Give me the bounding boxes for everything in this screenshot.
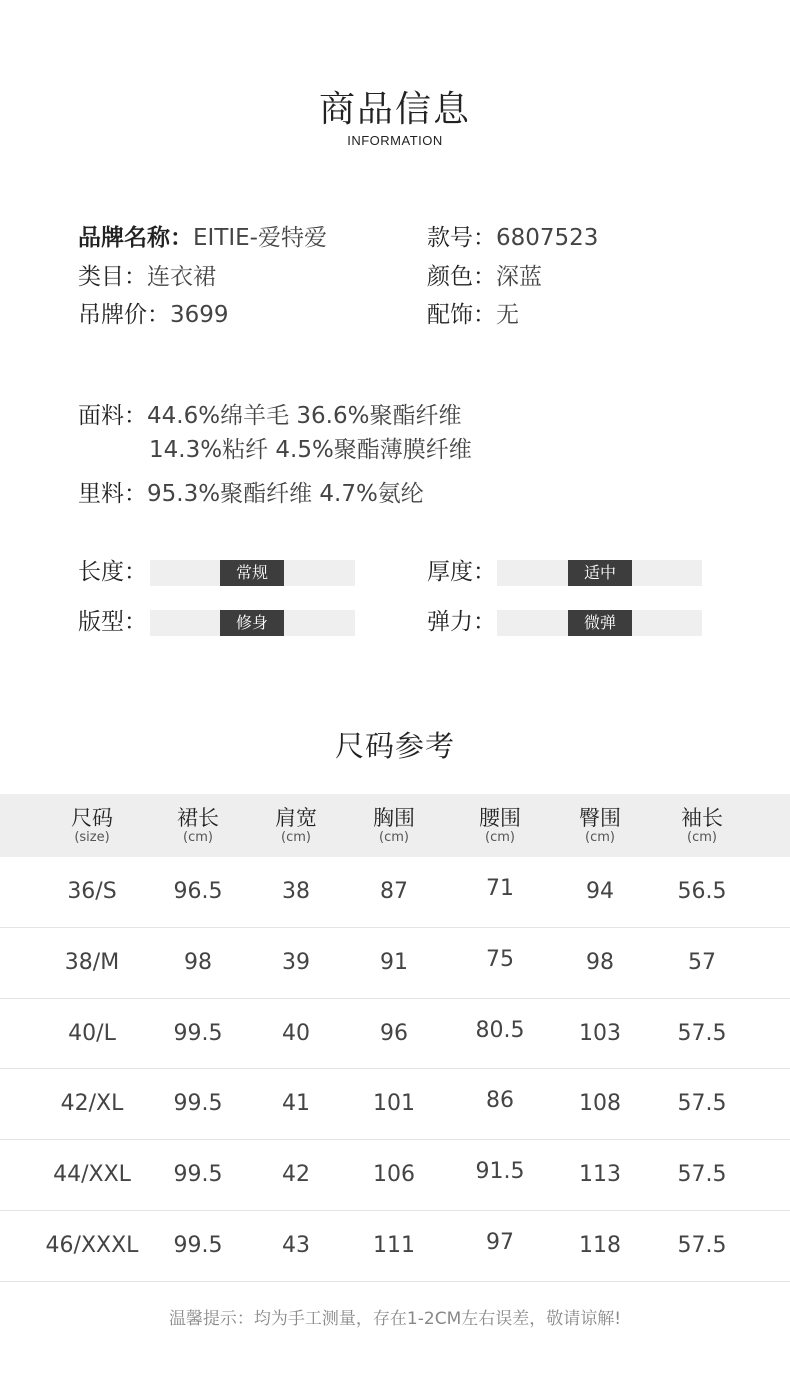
- table-cell: 99.5: [173, 1020, 223, 1046]
- brand-label: 品牌名称：: [78, 225, 193, 251]
- col-hip: [550, 794, 650, 857]
- size-chart-title: 尺码参考: [334, 729, 455, 763]
- length-tag: 常规: [220, 560, 284, 586]
- table-cell: 96: [380, 1020, 408, 1046]
- category-row: [78, 262, 216, 292]
- table-cell: 57: [688, 949, 716, 975]
- accessory-row: [427, 300, 519, 330]
- table-cell: 57.5: [677, 1020, 727, 1046]
- table-cell: 40: [282, 1020, 310, 1046]
- table-cell: 113: [579, 1162, 621, 1188]
- col-waist: [450, 794, 550, 857]
- accessory-value: 无: [496, 302, 519, 328]
- table-cell: 108: [579, 1091, 621, 1117]
- table-cell: 87: [380, 879, 408, 904]
- table-cell: 38: [282, 879, 310, 904]
- col-shoulder-name: 肩宽: [275, 806, 317, 830]
- size-table-header: [0, 794, 790, 857]
- table-cell: 111: [373, 1233, 415, 1258]
- table-cell: 71: [486, 876, 514, 901]
- color-value: 深蓝: [496, 264, 542, 290]
- fit-tag: 修身: [220, 610, 284, 636]
- page-subtitle: INFORMATION: [347, 133, 443, 148]
- page-title: 商品信息: [318, 89, 471, 130]
- table-cell: 86: [486, 1088, 514, 1114]
- color-row: [427, 262, 542, 292]
- style-no-value: 6807523: [496, 225, 599, 251]
- table-row: [0, 1211, 790, 1282]
- accessory-label: 配饰：: [427, 302, 496, 328]
- col-bust-name: 胸围: [373, 806, 415, 830]
- col-sleeve-name: 袖长: [681, 806, 723, 830]
- table-cell: 57.5: [677, 1091, 727, 1117]
- table-cell: 96.5: [173, 879, 223, 904]
- lining-value: 95.3%聚酯纤维 4.7%氨纶: [147, 481, 424, 507]
- col-size-unit: (size): [74, 830, 110, 845]
- table-cell: 75: [486, 946, 514, 972]
- col-bust: [344, 794, 444, 857]
- style-no-row: [427, 223, 598, 253]
- category-label: 类目：: [78, 264, 147, 290]
- table-cell: 99.5: [173, 1233, 223, 1258]
- brand-value: EITIE-爱特爱: [193, 225, 327, 251]
- length-label: 长度：: [78, 559, 147, 585]
- outer-fabric-row: [78, 401, 461, 431]
- col-size-name: 尺码: [71, 806, 113, 830]
- table-row: [0, 999, 790, 1070]
- table-cell: 44/XXL: [53, 1162, 131, 1188]
- table-cell: 39: [282, 949, 310, 975]
- table-row: [0, 1140, 790, 1211]
- col-waist-unit: (cm): [485, 830, 515, 845]
- table-cell: 97: [486, 1230, 514, 1255]
- table-cell: 91: [380, 949, 408, 975]
- table-row: [0, 857, 790, 928]
- col-sleeve-unit: (cm): [687, 830, 717, 845]
- lining-row: [78, 479, 424, 509]
- thickness-label: 厚度：: [427, 559, 496, 585]
- measurement-note: 温馨提示：均为手工测量，存在1-2CM左右误差，敬请谅解!: [168, 1309, 622, 1329]
- col-dress-length-unit: (cm): [183, 830, 213, 845]
- col-dress-length-name: 裙长: [177, 806, 219, 830]
- col-sleeve: [652, 794, 752, 857]
- table-cell: 98: [184, 949, 212, 975]
- elasticity-label: 弹力：: [427, 609, 496, 635]
- table-cell: 94: [586, 879, 614, 904]
- table-cell: 36/S: [67, 879, 117, 904]
- table-cell: 98: [586, 949, 614, 975]
- table-cell: 118: [579, 1233, 621, 1258]
- table-cell: 91.5: [475, 1159, 525, 1185]
- col-dress-length: [148, 794, 248, 857]
- table-cell: 103: [579, 1020, 621, 1046]
- tag-price-label: 吊牌价：: [78, 302, 170, 328]
- table-cell: 56.5: [677, 879, 727, 904]
- col-size: [42, 794, 142, 857]
- col-shoulder-unit: (cm): [281, 830, 311, 845]
- table-cell: 101: [373, 1091, 415, 1117]
- table-cell: 57.5: [677, 1162, 727, 1188]
- table-row: [0, 928, 790, 999]
- elasticity-tag: 微弹: [568, 610, 632, 636]
- color-label: 颜色：: [427, 264, 496, 290]
- table-row: [0, 1069, 790, 1140]
- col-waist-name: 腰围: [479, 806, 521, 830]
- table-cell: 43: [282, 1233, 310, 1258]
- table-cell: 106: [373, 1162, 415, 1188]
- outer-fabric-line1: 44.6%绵羊毛 36.6%聚酯纤维: [147, 403, 462, 429]
- table-cell: 46/XXXL: [45, 1233, 139, 1258]
- table-cell: 99.5: [173, 1162, 223, 1188]
- brand-row: [78, 223, 327, 253]
- thickness-tag: 适中: [568, 560, 632, 586]
- col-hip-unit: (cm): [585, 830, 615, 845]
- table-cell: 99.5: [173, 1091, 223, 1117]
- table-cell: 80.5: [475, 1017, 525, 1043]
- fit-label: 版型：: [78, 609, 147, 635]
- tag-price-row: [78, 300, 229, 330]
- table-cell: 40/L: [68, 1020, 116, 1046]
- tag-price-value: 3699: [170, 302, 229, 328]
- outer-fabric-line2: 14.3%粘纤 4.5%聚酯薄膜纤维: [149, 437, 472, 463]
- col-hip-name: 臀围: [579, 806, 621, 830]
- style-no-label: 款号：: [427, 225, 496, 251]
- table-cell: 42: [282, 1162, 310, 1188]
- table-cell: 57.5: [677, 1233, 727, 1258]
- col-shoulder: [246, 794, 346, 857]
- category-value: 连衣裙: [147, 264, 216, 290]
- col-bust-unit: (cm): [379, 830, 409, 845]
- table-cell: 41: [282, 1091, 310, 1117]
- table-cell: 42/XL: [60, 1091, 124, 1117]
- table-cell: 38/M: [64, 949, 120, 975]
- lining-label: 里料：: [78, 481, 147, 507]
- outer-fabric-label: 面料：: [78, 403, 147, 429]
